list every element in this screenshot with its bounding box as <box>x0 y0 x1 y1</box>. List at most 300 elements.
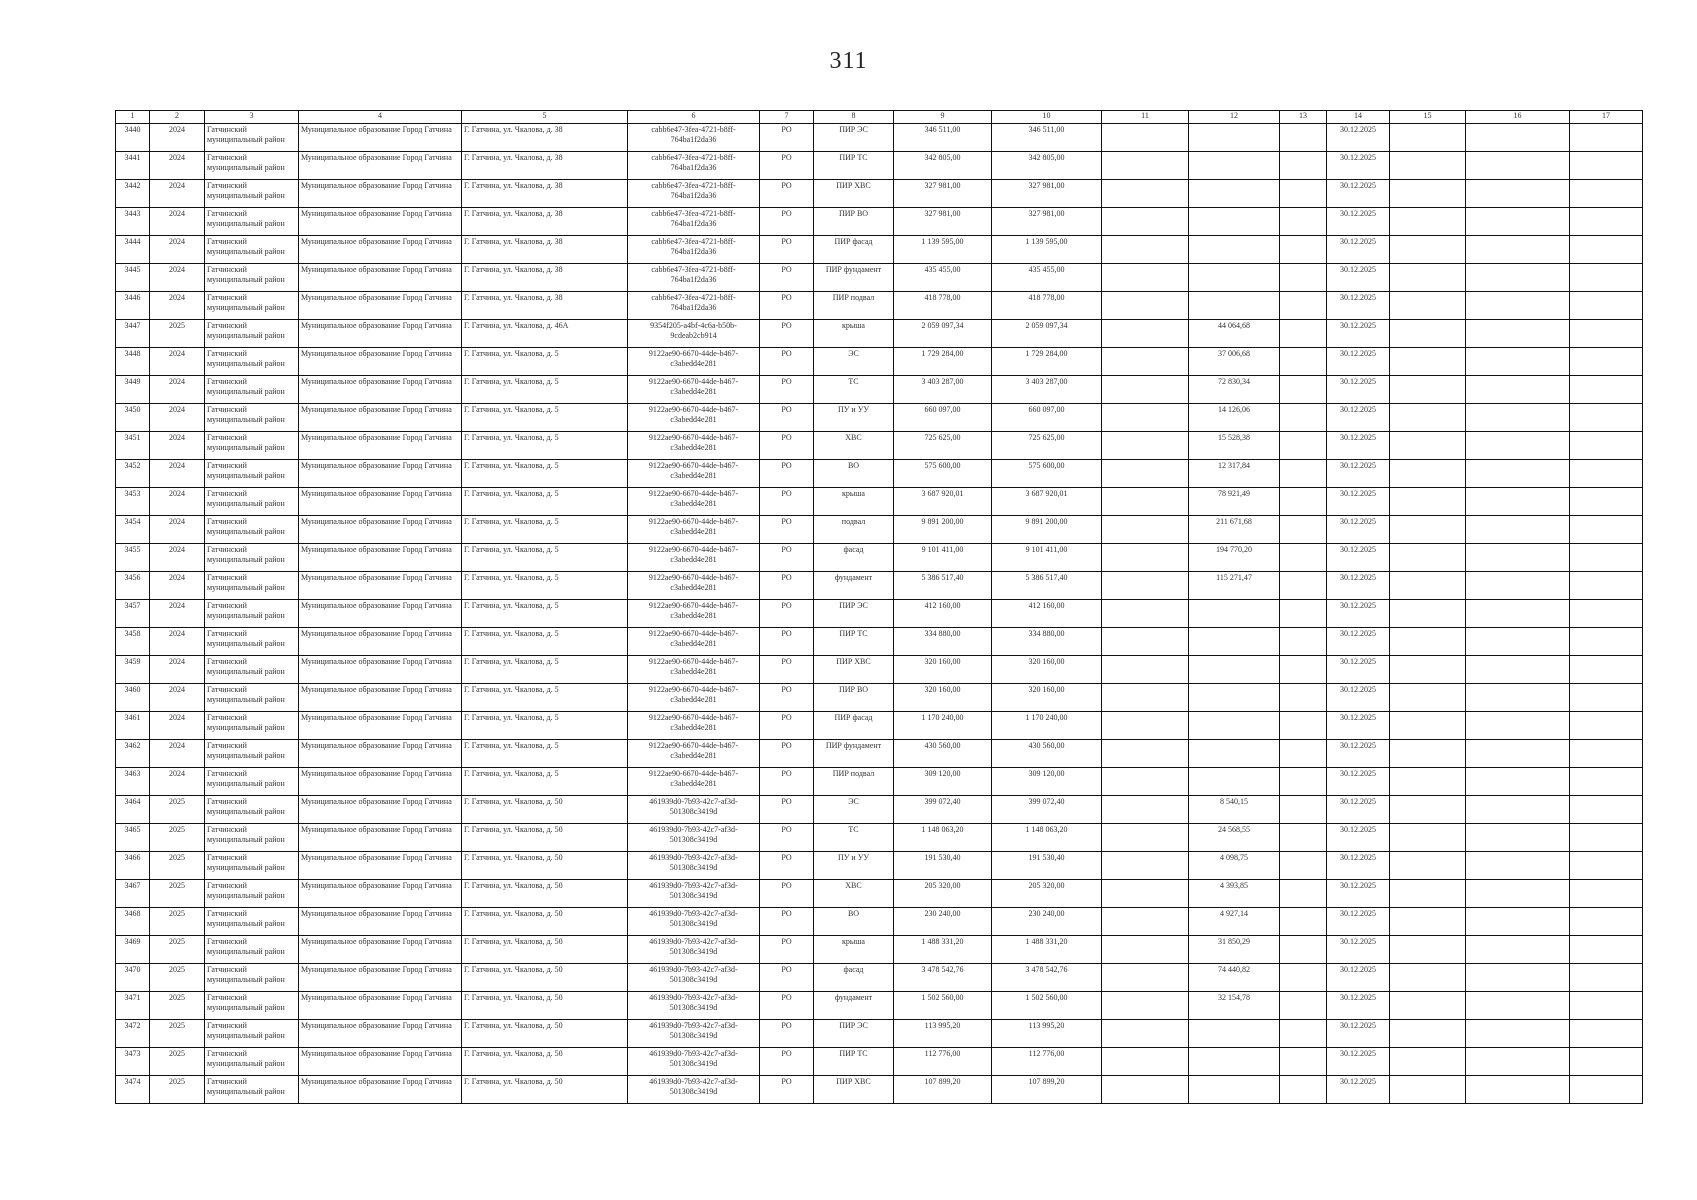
type-cell: РО <box>760 600 814 628</box>
col12-cell: 15 528,38 <box>1189 432 1280 460</box>
type-cell: РО <box>760 348 814 376</box>
col15-cell <box>1390 880 1466 908</box>
municipality-cell: Муниципальное образование Город Гатчина <box>299 544 462 572</box>
work-type-cell: ПИР ЭС <box>814 1020 894 1048</box>
col15-cell <box>1390 936 1466 964</box>
col17-cell <box>1570 628 1643 656</box>
table-row <box>116 264 1643 292</box>
col16-cell <box>1466 628 1570 656</box>
type-cell: РО <box>760 796 814 824</box>
guid-cell: 461939d0-7b93-42c7-af3d-501308c3419d <box>628 1020 760 1048</box>
guid-cell: 461939d0-7b93-42c7-af3d-501308c3419d <box>628 1048 760 1076</box>
date-cell: 30.12.2025 <box>1327 1048 1390 1076</box>
municipality-cell: Муниципальное образование Город Гатчина <box>299 572 462 600</box>
amount-total-cell: 334 880,00 <box>992 628 1102 656</box>
table-row <box>116 964 1643 992</box>
date-cell: 30.12.2025 <box>1327 796 1390 824</box>
type-cell: РО <box>760 768 814 796</box>
row-number: 3454 <box>116 516 150 544</box>
address-cell: Г. Гатчина, ул. Чкалова, д. 5 <box>462 572 628 600</box>
col11-cell <box>1102 824 1189 852</box>
municipality-cell: Муниципальное образование Город Гатчина <box>299 600 462 628</box>
table-row <box>116 936 1643 964</box>
work-type-cell: ПИР ХВС <box>814 180 894 208</box>
col15-cell <box>1390 1048 1466 1076</box>
year-cell: 2024 <box>150 600 205 628</box>
date-cell: 30.12.2025 <box>1327 712 1390 740</box>
amount-cell: 346 511,00 <box>894 124 992 152</box>
col13-cell <box>1280 600 1327 628</box>
work-type-cell: ПУ и УУ <box>814 852 894 880</box>
col13-cell <box>1280 208 1327 236</box>
col11-cell <box>1102 432 1189 460</box>
col13-cell <box>1280 964 1327 992</box>
row-number: 3443 <box>116 208 150 236</box>
col11-cell <box>1102 236 1189 264</box>
year-cell: 2025 <box>150 1020 205 1048</box>
amount-cell: 1 488 331,20 <box>894 936 992 964</box>
municipality-cell: Муниципальное образование Город Гатчина <box>299 908 462 936</box>
col11-cell <box>1102 516 1189 544</box>
year-cell: 2024 <box>150 376 205 404</box>
guid-cell: 9122ae90-6670-44de-b467-c3abedd4e281 <box>628 516 760 544</box>
row-number: 3465 <box>116 824 150 852</box>
registry-table <box>115 110 1643 1104</box>
type-cell: РО <box>760 1048 814 1076</box>
work-type-cell: ВО <box>814 908 894 936</box>
amount-total-cell: 9 891 200,00 <box>992 516 1102 544</box>
address-cell: Г. Гатчина, ул. Чкалова, д. 50 <box>462 880 628 908</box>
amount-cell: 2 059 097,34 <box>894 320 992 348</box>
guid-cell: 461939d0-7b93-42c7-af3d-501308c3419d <box>628 852 760 880</box>
municipality-cell: Муниципальное образование Город Гатчина <box>299 404 462 432</box>
amount-total-cell: 205 320,00 <box>992 880 1102 908</box>
municipality-cell: Муниципальное образование Город Гатчина <box>299 460 462 488</box>
amount-cell: 327 981,00 <box>894 180 992 208</box>
date-cell: 30.12.2025 <box>1327 264 1390 292</box>
table-row <box>116 236 1643 264</box>
table-row <box>116 1048 1643 1076</box>
col11-cell <box>1102 348 1189 376</box>
district-cell: Гатчинский муниципальный район <box>205 796 299 824</box>
district-cell: Гатчинский муниципальный район <box>205 628 299 656</box>
col12-cell <box>1189 264 1280 292</box>
row-number: 3461 <box>116 712 150 740</box>
amount-total-cell: 191 530,40 <box>992 852 1102 880</box>
amount-total-cell: 327 981,00 <box>992 208 1102 236</box>
col16-cell <box>1466 852 1570 880</box>
year-cell: 2024 <box>150 684 205 712</box>
municipality-cell: Муниципальное образование Город Гатчина <box>299 180 462 208</box>
row-number: 3448 <box>116 348 150 376</box>
table-row <box>116 796 1643 824</box>
col17-cell <box>1570 852 1643 880</box>
work-type-cell: ПИР ТС <box>814 628 894 656</box>
col12-cell <box>1189 768 1280 796</box>
district-cell: Гатчинский муниципальный район <box>205 992 299 1020</box>
table-row <box>116 124 1643 152</box>
address-cell: Г. Гатчина, ул. Чкалова, д. 50 <box>462 852 628 880</box>
type-cell: РО <box>760 488 814 516</box>
district-cell: Гатчинский муниципальный район <box>205 768 299 796</box>
row-number: 3460 <box>116 684 150 712</box>
col12-cell <box>1189 208 1280 236</box>
col16-cell <box>1466 124 1570 152</box>
table-row <box>116 824 1643 852</box>
work-type-cell: ХВС <box>814 880 894 908</box>
row-number: 3459 <box>116 656 150 684</box>
column-header-14: 14 <box>1327 111 1390 124</box>
col12-cell: 4 098,75 <box>1189 852 1280 880</box>
district-cell: Гатчинский муниципальный район <box>205 684 299 712</box>
col15-cell <box>1390 460 1466 488</box>
col12-cell: 31 850,29 <box>1189 936 1280 964</box>
table-row <box>116 460 1643 488</box>
table-row <box>116 572 1643 600</box>
district-cell: Гатчинский муниципальный район <box>205 264 299 292</box>
work-type-cell: ПИР ЭС <box>814 124 894 152</box>
col17-cell <box>1570 824 1643 852</box>
date-cell: 30.12.2025 <box>1327 852 1390 880</box>
col11-cell <box>1102 180 1189 208</box>
date-cell: 30.12.2025 <box>1327 908 1390 936</box>
district-cell: Гатчинский муниципальный район <box>205 124 299 152</box>
district-cell: Гатчинский муниципальный район <box>205 824 299 852</box>
col16-cell <box>1466 768 1570 796</box>
amount-total-cell: 412 160,00 <box>992 600 1102 628</box>
year-cell: 2025 <box>150 852 205 880</box>
work-type-cell: ПИР подвал <box>814 292 894 320</box>
row-number: 3471 <box>116 992 150 1020</box>
year-cell: 2024 <box>150 516 205 544</box>
col15-cell <box>1390 432 1466 460</box>
col17-cell <box>1570 460 1643 488</box>
guid-cell: cabb6e47-3fea-4721-b8ff-764ba1f2da36 <box>628 264 760 292</box>
row-number: 3441 <box>116 152 150 180</box>
column-header-9: 9 <box>894 111 992 124</box>
col12-cell <box>1189 1076 1280 1104</box>
col15-cell <box>1390 600 1466 628</box>
work-type-cell: ПИР фасад <box>814 712 894 740</box>
municipality-cell: Муниципальное образование Город Гатчина <box>299 152 462 180</box>
table-row <box>116 712 1643 740</box>
column-header-12: 12 <box>1189 111 1280 124</box>
col13-cell <box>1280 488 1327 516</box>
col11-cell <box>1102 544 1189 572</box>
col15-cell <box>1390 796 1466 824</box>
row-number: 3470 <box>116 964 150 992</box>
column-header-1: 1 <box>116 111 150 124</box>
amount-total-cell: 1 148 063,20 <box>992 824 1102 852</box>
col17-cell <box>1570 684 1643 712</box>
table-row <box>116 180 1643 208</box>
col17-cell <box>1570 600 1643 628</box>
col12-cell: 74 440,82 <box>1189 964 1280 992</box>
col11-cell <box>1102 1048 1189 1076</box>
col15-cell <box>1390 404 1466 432</box>
work-type-cell: ПИР ВО <box>814 684 894 712</box>
address-cell: Г. Гатчина, ул. Чкалова, д. 50 <box>462 796 628 824</box>
district-cell: Гатчинский муниципальный район <box>205 488 299 516</box>
address-cell: Г. Гатчина, ул. Чкалова, д. 5 <box>462 404 628 432</box>
work-type-cell: крыша <box>814 320 894 348</box>
col17-cell <box>1570 740 1643 768</box>
col11-cell <box>1102 712 1189 740</box>
col11-cell <box>1102 740 1189 768</box>
header-row <box>116 111 1643 124</box>
table-row <box>116 852 1643 880</box>
col13-cell <box>1280 684 1327 712</box>
row-number: 3453 <box>116 488 150 516</box>
date-cell: 30.12.2025 <box>1327 656 1390 684</box>
date-cell: 30.12.2025 <box>1327 740 1390 768</box>
type-cell: РО <box>760 936 814 964</box>
row-number: 3442 <box>116 180 150 208</box>
date-cell: 30.12.2025 <box>1327 124 1390 152</box>
amount-cell: 1 502 560,00 <box>894 992 992 1020</box>
col11-cell <box>1102 852 1189 880</box>
address-cell: Г. Гатчина, ул. Чкалова, д. 5 <box>462 376 628 404</box>
district-cell: Гатчинский муниципальный район <box>205 964 299 992</box>
address-cell: Г. Гатчина, ул. Чкалова, д. 5 <box>462 488 628 516</box>
work-type-cell: ПИР ТС <box>814 152 894 180</box>
column-header-13: 13 <box>1280 111 1327 124</box>
work-type-cell: фундамент <box>814 992 894 1020</box>
col11-cell <box>1102 1020 1189 1048</box>
col11-cell <box>1102 1076 1189 1104</box>
col15-cell <box>1390 544 1466 572</box>
district-cell: Гатчинский муниципальный район <box>205 376 299 404</box>
year-cell: 2024 <box>150 208 205 236</box>
district-cell: Гатчинский муниципальный район <box>205 880 299 908</box>
guid-cell: 461939d0-7b93-42c7-af3d-501308c3419d <box>628 1076 760 1104</box>
col12-cell: 14 126,06 <box>1189 404 1280 432</box>
type-cell: РО <box>760 516 814 544</box>
year-cell: 2025 <box>150 1076 205 1104</box>
col17-cell <box>1570 208 1643 236</box>
year-cell: 2025 <box>150 796 205 824</box>
year-cell: 2024 <box>150 348 205 376</box>
year-cell: 2025 <box>150 992 205 1020</box>
type-cell: РО <box>760 460 814 488</box>
date-cell: 30.12.2025 <box>1327 292 1390 320</box>
year-cell: 2024 <box>150 544 205 572</box>
col13-cell <box>1280 740 1327 768</box>
district-cell: Гатчинский муниципальный район <box>205 236 299 264</box>
column-header-7: 7 <box>760 111 814 124</box>
col16-cell <box>1466 656 1570 684</box>
guid-cell: cabb6e47-3fea-4721-b8ff-764ba1f2da36 <box>628 124 760 152</box>
type-cell: РО <box>760 964 814 992</box>
col12-cell: 37 006,68 <box>1189 348 1280 376</box>
address-cell: Г. Гатчина, ул. Чкалова, д. 5 <box>462 432 628 460</box>
work-type-cell: фундамент <box>814 572 894 600</box>
col15-cell <box>1390 768 1466 796</box>
col15-cell <box>1390 852 1466 880</box>
table-row <box>116 516 1643 544</box>
col16-cell <box>1466 600 1570 628</box>
year-cell: 2024 <box>150 404 205 432</box>
amount-total-cell: 9 101 411,00 <box>992 544 1102 572</box>
guid-cell: 9122ae90-6670-44de-b467-c3abedd4e281 <box>628 488 760 516</box>
row-number: 3473 <box>116 1048 150 1076</box>
year-cell: 2024 <box>150 152 205 180</box>
municipality-cell: Муниципальное образование Город Гатчина <box>299 432 462 460</box>
col15-cell <box>1390 740 1466 768</box>
column-header-6: 6 <box>628 111 760 124</box>
address-cell: Г. Гатчина, ул. Чкалова, д. 5 <box>462 544 628 572</box>
col13-cell <box>1280 852 1327 880</box>
col17-cell <box>1570 180 1643 208</box>
amount-cell: 191 530,40 <box>894 852 992 880</box>
year-cell: 2025 <box>150 936 205 964</box>
col17-cell <box>1570 152 1643 180</box>
col13-cell <box>1280 264 1327 292</box>
date-cell: 30.12.2025 <box>1327 348 1390 376</box>
work-type-cell: фасад <box>814 544 894 572</box>
col12-cell <box>1189 152 1280 180</box>
work-type-cell: ЭС <box>814 348 894 376</box>
date-cell: 30.12.2025 <box>1327 376 1390 404</box>
work-type-cell: крыша <box>814 488 894 516</box>
col11-cell <box>1102 292 1189 320</box>
row-number: 3447 <box>116 320 150 348</box>
municipality-cell: Муниципальное образование Город Гатчина <box>299 852 462 880</box>
amount-total-cell: 320 160,00 <box>992 656 1102 684</box>
municipality-cell: Муниципальное образование Город Гатчина <box>299 348 462 376</box>
address-cell: Г. Гатчина, ул. Чкалова, д. 50 <box>462 992 628 1020</box>
address-cell: Г. Гатчина, ул. Чкалова, д. 38 <box>462 152 628 180</box>
col17-cell <box>1570 992 1643 1020</box>
type-cell: РО <box>760 628 814 656</box>
date-cell: 30.12.2025 <box>1327 404 1390 432</box>
district-cell: Гатчинский муниципальный район <box>205 180 299 208</box>
guid-cell: cabb6e47-3fea-4721-b8ff-764ba1f2da36 <box>628 208 760 236</box>
column-header-17: 17 <box>1570 111 1643 124</box>
address-cell: Г. Гатчина, ул. Чкалова, д. 38 <box>462 180 628 208</box>
col13-cell <box>1280 516 1327 544</box>
amount-cell: 3 687 920,01 <box>894 488 992 516</box>
col17-cell <box>1570 908 1643 936</box>
address-cell: Г. Гатчина, ул. Чкалова, д. 50 <box>462 964 628 992</box>
row-number: 3452 <box>116 460 150 488</box>
type-cell: РО <box>760 376 814 404</box>
work-type-cell: ТС <box>814 824 894 852</box>
district-cell: Гатчинский муниципальный район <box>205 656 299 684</box>
col11-cell <box>1102 628 1189 656</box>
municipality-cell: Муниципальное образование Город Гатчина <box>299 740 462 768</box>
col15-cell <box>1390 152 1466 180</box>
work-type-cell: ПИР подвал <box>814 768 894 796</box>
col17-cell <box>1570 1048 1643 1076</box>
type-cell: РО <box>760 908 814 936</box>
table-row <box>116 628 1643 656</box>
address-cell: Г. Гатчина, ул. Чкалова, д. 38 <box>462 124 628 152</box>
amount-cell: 309 120,00 <box>894 768 992 796</box>
col12-cell: 8 540,15 <box>1189 796 1280 824</box>
district-cell: Гатчинский муниципальный район <box>205 712 299 740</box>
district-cell: Гатчинский муниципальный район <box>205 432 299 460</box>
col17-cell <box>1570 488 1643 516</box>
col15-cell <box>1390 1076 1466 1104</box>
col16-cell <box>1466 320 1570 348</box>
guid-cell: 461939d0-7b93-42c7-af3d-501308c3419d <box>628 964 760 992</box>
col13-cell <box>1280 712 1327 740</box>
date-cell: 30.12.2025 <box>1327 936 1390 964</box>
district-cell: Гатчинский муниципальный район <box>205 460 299 488</box>
col16-cell <box>1466 712 1570 740</box>
col12-cell <box>1189 180 1280 208</box>
col15-cell <box>1390 320 1466 348</box>
table-row <box>116 488 1643 516</box>
col12-cell: 32 154,78 <box>1189 992 1280 1020</box>
municipality-cell: Муниципальное образование Город Гатчина <box>299 124 462 152</box>
amount-cell: 418 778,00 <box>894 292 992 320</box>
col13-cell <box>1280 404 1327 432</box>
table-row <box>116 1076 1643 1104</box>
amount-cell: 660 097,00 <box>894 404 992 432</box>
col11-cell <box>1102 908 1189 936</box>
col15-cell <box>1390 292 1466 320</box>
date-cell: 30.12.2025 <box>1327 768 1390 796</box>
col17-cell <box>1570 544 1643 572</box>
type-cell: РО <box>760 404 814 432</box>
col17-cell <box>1570 432 1643 460</box>
type-cell: РО <box>760 684 814 712</box>
year-cell: 2025 <box>150 908 205 936</box>
column-header-4: 4 <box>299 111 462 124</box>
district-cell: Гатчинский муниципальный район <box>205 1076 299 1104</box>
municipality-cell: Муниципальное образование Город Гатчина <box>299 264 462 292</box>
amount-total-cell: 3 478 542,76 <box>992 964 1102 992</box>
amount-total-cell: 1 488 331,20 <box>992 936 1102 964</box>
row-number: 3467 <box>116 880 150 908</box>
table-row <box>116 544 1643 572</box>
type-cell: РО <box>760 544 814 572</box>
type-cell: РО <box>760 236 814 264</box>
date-cell: 30.12.2025 <box>1327 628 1390 656</box>
address-cell: Г. Гатчина, ул. Чкалова, д. 50 <box>462 908 628 936</box>
col17-cell <box>1570 768 1643 796</box>
col16-cell <box>1466 796 1570 824</box>
page-number: 311 <box>829 48 868 74</box>
col17-cell <box>1570 376 1643 404</box>
row-number: 3457 <box>116 600 150 628</box>
col13-cell <box>1280 796 1327 824</box>
address-cell: Г. Гатчина, ул. Чкалова, д. 38 <box>462 208 628 236</box>
col11-cell <box>1102 264 1189 292</box>
col16-cell <box>1466 936 1570 964</box>
amount-total-cell: 230 240,00 <box>992 908 1102 936</box>
row-number: 3456 <box>116 572 150 600</box>
amount-cell: 342 805,00 <box>894 152 992 180</box>
row-number: 3451 <box>116 432 150 460</box>
amount-cell: 1 729 284,00 <box>894 348 992 376</box>
col16-cell <box>1466 292 1570 320</box>
amount-total-cell: 575 600,00 <box>992 460 1102 488</box>
district-cell: Гатчинский муниципальный район <box>205 152 299 180</box>
col11-cell <box>1102 880 1189 908</box>
col15-cell <box>1390 572 1466 600</box>
district-cell: Гатчинский муниципальный район <box>205 544 299 572</box>
row-number: 3449 <box>116 376 150 404</box>
column-header-15: 15 <box>1390 111 1466 124</box>
col15-cell <box>1390 180 1466 208</box>
col17-cell <box>1570 964 1643 992</box>
col12-cell: 12 317,84 <box>1189 460 1280 488</box>
col13-cell <box>1280 880 1327 908</box>
col15-cell <box>1390 488 1466 516</box>
